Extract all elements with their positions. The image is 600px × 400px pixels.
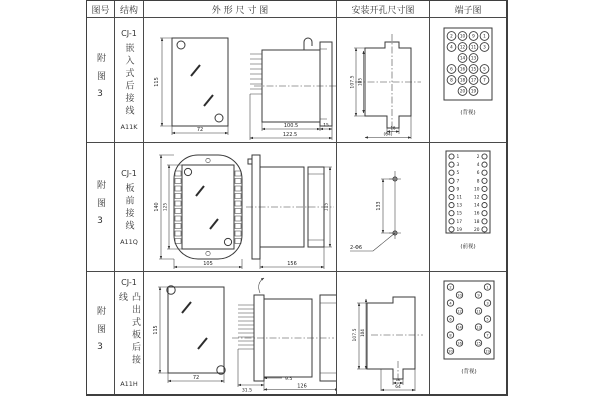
mounting-drawing-r1	[337, 18, 429, 142]
terminal-number: 20	[448, 349, 453, 354]
dim-front-height: 115	[154, 77, 160, 87]
terminal-number: 4	[450, 44, 453, 50]
dim-inst-width: 64	[395, 385, 401, 391]
dim-inst-outer: 107.5	[353, 328, 358, 342]
structure-desc: 板前接线	[123, 182, 134, 233]
terminal-number: 13	[470, 55, 477, 61]
dim-front-width: 72	[196, 127, 204, 133]
col-header-terminal-label: 端子图	[454, 5, 482, 16]
figure-number: 附图3	[95, 179, 105, 235]
dim-inst-inner: 104	[360, 329, 365, 337]
terminal-number: 3	[483, 44, 486, 50]
terminal-cell-r3	[430, 272, 506, 394]
terminal-number: 20	[474, 227, 480, 233]
dim-front-height: 115	[154, 325, 159, 335]
terminal-number: 6	[449, 317, 452, 322]
dim-side-gap: 9.5	[285, 377, 293, 382]
terminal-number: 14	[459, 55, 466, 61]
terminal-strip-right	[235, 171, 241, 244]
structure-desc: 凸出式板后接线	[117, 292, 140, 367]
figure-number: 附图3	[95, 52, 105, 108]
terminal-pin	[482, 178, 487, 183]
terminal-number: 5	[456, 170, 460, 176]
terminal-number: 3	[456, 162, 460, 168]
terminal-number: 8	[450, 77, 453, 83]
terminal-pin	[449, 153, 454, 158]
terminal-cell-r2	[430, 143, 506, 272]
col-header-structure-label: 结构	[119, 5, 138, 16]
col-header-mounting-label: 安装开孔尺寸图	[351, 5, 415, 16]
terminal-number: 6	[476, 170, 480, 176]
terminal-number: 12	[459, 44, 466, 50]
terminal-cell-r1	[430, 18, 506, 143]
terminal-number: 13	[456, 203, 462, 209]
side-view	[246, 155, 334, 259]
fig-cell-r2	[87, 143, 115, 272]
terminal-number: 4	[476, 162, 480, 168]
dim-side-height: 115	[324, 202, 330, 211]
terminal-number: 16	[474, 211, 480, 217]
terminal-number: 7	[486, 333, 489, 338]
hole-spec-label: 2-Φ6	[350, 244, 363, 251]
terminal-pin	[482, 202, 487, 207]
terminal-pins	[250, 54, 262, 94]
terminal-number: 8	[449, 333, 452, 338]
structure-cell-r1	[115, 18, 144, 143]
side-view	[250, 38, 336, 126]
structure-desc: 嵌入式后接线	[123, 43, 134, 118]
terminal-number: 14	[474, 203, 480, 209]
dim-front-outer: 140	[155, 201, 160, 212]
terminal-number: 15	[470, 66, 477, 72]
hook	[304, 38, 312, 50]
dim-inst-notch: 16	[395, 377, 401, 383]
dim-front-inner: 125	[163, 202, 169, 211]
terminal-pin	[449, 170, 454, 175]
terminal-pin	[482, 210, 487, 215]
dim-side-pins: 31.5	[241, 388, 253, 393]
fig-cell-r3	[87, 272, 115, 394]
terminal-pin	[449, 186, 454, 191]
terminal-number: 10	[474, 186, 480, 192]
terminal-caption: (背视)	[460, 110, 476, 116]
terminal-number: 14	[457, 325, 462, 330]
mounting-hole	[184, 168, 191, 175]
terminal-number: 1	[483, 33, 486, 39]
outline-drawing-r3	[144, 273, 336, 393]
terminal-number: 19	[470, 88, 477, 94]
structure-cell-r3	[115, 272, 144, 394]
terminal-number: 9	[477, 293, 480, 298]
terminal-number: 15	[476, 341, 481, 346]
terminal-number: 1	[456, 154, 460, 160]
mounting-drawing-r2	[337, 143, 429, 272]
terminal-pin	[449, 202, 454, 207]
terminal-circles	[447, 284, 490, 354]
terminal-strip-left	[175, 171, 181, 244]
terminal-caption: (前视)	[460, 243, 476, 250]
model-code: A11K	[120, 123, 138, 131]
terminal-number: 10	[457, 293, 462, 298]
terminal-number: 15	[456, 211, 462, 217]
cutout-outline	[365, 42, 411, 128]
front-view	[172, 38, 228, 126]
cutout-outline	[367, 297, 415, 379]
terminal-pin	[482, 162, 487, 167]
mounting-hole	[177, 41, 185, 49]
front-view	[167, 286, 225, 374]
col-header-terminal	[430, 1, 506, 18]
mounting-cell-r3	[337, 272, 430, 394]
terminal-pin	[482, 170, 487, 175]
terminal-number: 10	[459, 33, 466, 39]
terminal-pins	[238, 305, 254, 349]
terminal-circles	[447, 32, 489, 96]
model-code: A11Q	[120, 237, 138, 246]
terminal-number: 20	[459, 88, 466, 94]
dim-inst-outer: 107.5	[350, 75, 356, 89]
terminal-number: 1	[486, 285, 489, 290]
terminal-number: 8	[476, 178, 480, 184]
direction-arrow	[259, 278, 264, 293]
terminal-circles	[449, 153, 487, 232]
terminal-number: 9	[472, 33, 475, 39]
terminal-number: 2	[449, 285, 452, 290]
terminal-number: 5	[486, 317, 489, 322]
dim-side-length: 156	[287, 260, 297, 267]
terminal-number: 2	[476, 154, 480, 160]
dim-side-total: 126	[297, 383, 307, 390]
terminal-diagram-r1	[430, 18, 506, 142]
terminal-number: 17	[470, 77, 477, 83]
terminal-number: 6	[450, 66, 453, 72]
dim-inst-inner: 105	[357, 78, 363, 86]
side-view	[232, 278, 336, 381]
col-header-fig-no	[87, 1, 115, 18]
terminal-pin	[449, 194, 454, 199]
dim-side-total: 122.5	[282, 132, 298, 138]
mounting-hole	[215, 114, 223, 122]
model-label: CJ-1	[121, 278, 137, 287]
terminal-number: 3	[486, 301, 489, 306]
outline-drawing-r2	[144, 143, 336, 272]
outline-cell-r2	[144, 143, 337, 272]
terminal-number: 7	[456, 178, 460, 184]
front-view	[174, 155, 242, 259]
terminal-pin	[449, 218, 454, 223]
mounting-cell-r1	[337, 18, 430, 143]
terminal-pin	[482, 186, 487, 191]
terminal-number: 17	[456, 219, 462, 225]
terminal-pin	[482, 218, 487, 223]
model-code: A11H	[120, 380, 138, 388]
terminal-pin	[482, 226, 487, 231]
spec-table	[86, 0, 508, 396]
dim-front-width: 105	[203, 260, 213, 267]
col-header-outline-label: 外 形 尺 寸 图	[211, 5, 269, 16]
terminal-diagram-r2	[430, 143, 506, 272]
model-label: CJ-1	[121, 29, 137, 38]
col-header-mounting	[337, 1, 430, 18]
model-label: CJ-1	[121, 168, 137, 178]
terminal-number: 16	[459, 66, 466, 72]
terminal-number: 11	[470, 44, 477, 50]
terminal-number: 16	[457, 341, 462, 346]
terminal-pin	[482, 194, 487, 199]
dim-front-width: 72	[192, 375, 200, 381]
terminal-number: 11	[456, 195, 462, 200]
outline-cell-r3	[144, 272, 337, 394]
outline-drawing-r1	[144, 18, 336, 142]
col-header-outline	[144, 1, 337, 18]
terminal-number: 19	[456, 227, 462, 233]
terminal-number: 7	[483, 77, 486, 83]
terminal-pin	[449, 210, 454, 215]
terminal-number: 18	[474, 219, 480, 225]
terminal-pin	[449, 162, 454, 167]
dim-inst-notch: 16	[390, 125, 396, 131]
mounting-hole	[224, 238, 231, 245]
mounting-drawing-r3	[337, 273, 429, 393]
dim-side-flange: 15	[323, 123, 329, 129]
terminal-number: 5	[483, 66, 486, 72]
terminal-caption: (背视)	[461, 369, 477, 375]
terminal-pin	[449, 226, 454, 231]
dim-hole-distance: 133	[377, 200, 382, 211]
terminal-number: 11	[476, 309, 481, 314]
col-header-fig-no-label: 图号	[91, 5, 110, 16]
outline-cell-r1	[144, 18, 337, 143]
terminal-number: 18	[459, 77, 466, 83]
terminal-pin	[482, 153, 487, 158]
terminal-number: 2	[450, 33, 453, 39]
flange	[320, 42, 332, 126]
terminal-number: 13	[476, 325, 481, 330]
fig-cell-r1	[87, 18, 115, 143]
mounting-cell-r2	[337, 143, 430, 272]
figure-number: 附图3	[95, 305, 105, 361]
terminal-diagram-r3	[430, 273, 506, 393]
dim-side-body: 100.5	[283, 123, 299, 129]
terminal-number: 9	[456, 186, 460, 192]
terminal-pin	[449, 178, 454, 183]
terminal-number: 12	[457, 309, 462, 314]
terminal-number: 4	[449, 301, 452, 306]
terminal-number: 19	[485, 349, 490, 354]
dim-inst-width: (64)	[383, 132, 393, 138]
terminal-number: 12	[474, 195, 480, 200]
structure-cell-r2	[115, 143, 144, 272]
col-header-structure	[115, 1, 144, 18]
